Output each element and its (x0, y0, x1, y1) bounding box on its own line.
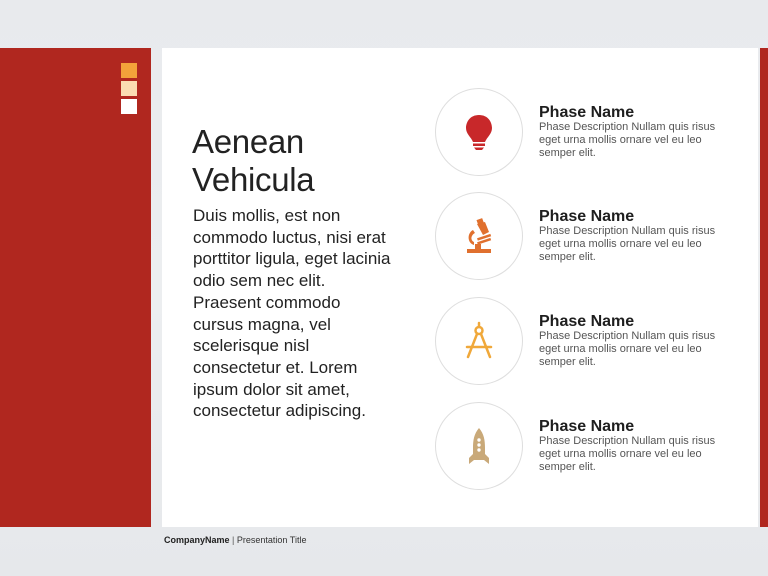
phase-item-3 (435, 297, 735, 387)
phase-icon-circle (435, 88, 523, 176)
phase-icon-circle (435, 297, 523, 385)
phase-description: Phase Description Nullam quis risus eget urna mollis ornare vel eu leo semper elit. (539, 225, 716, 263)
color-swatches (121, 63, 137, 117)
phase-name: Phase Name (539, 418, 635, 435)
footer-presentation-title: Presentation Title (236, 535, 307, 545)
phase-name: Phase Name (539, 313, 635, 330)
swatch-orange (121, 63, 137, 78)
phase-name: Phase Name (539, 104, 635, 121)
phase-item-2 (435, 192, 735, 282)
slide-title: Aenean Vehicula (192, 123, 315, 198)
phase-description: Phase Description Nullam quis risus eget urna mollis ornare vel eu leo semper elit. (539, 330, 716, 368)
phase-item-4 (435, 402, 735, 492)
compass-icon (459, 321, 499, 361)
left-accent-bar (0, 48, 151, 527)
phase-description: Phase Description Nullam quis risus eget urna mollis ornare vel eu leo semper elit. (539, 435, 716, 473)
rocket-icon (459, 426, 499, 466)
phase-item-1 (435, 88, 735, 178)
footer-company-name: CompanyName (164, 535, 230, 545)
right-accent-bar (760, 48, 768, 527)
phase-name: Phase Name (539, 208, 635, 225)
swatch-white (121, 99, 137, 114)
microscope-icon (459, 216, 499, 256)
slide-footer (164, 535, 306, 545)
phase-description: Phase Description Nullam quis risus eget urna mollis ornare vel eu leo semper elit. (539, 121, 716, 159)
slide-body-text: Duis mollis, est non commodo luctus, nisi erat porttitor ligula, eget lacinia odio sem nec elit. Praesent commodo cursus magna, vel scelerisque nisl consectetur et. Lorem ipsum dolor sit amet, consectetur adipiscing. (193, 206, 391, 421)
phase-icon-circle (435, 402, 523, 490)
swatch-peach (121, 81, 137, 96)
phase-icon-circle (435, 192, 523, 280)
footer-separator: | (232, 535, 235, 545)
lightbulb-icon (459, 112, 499, 152)
